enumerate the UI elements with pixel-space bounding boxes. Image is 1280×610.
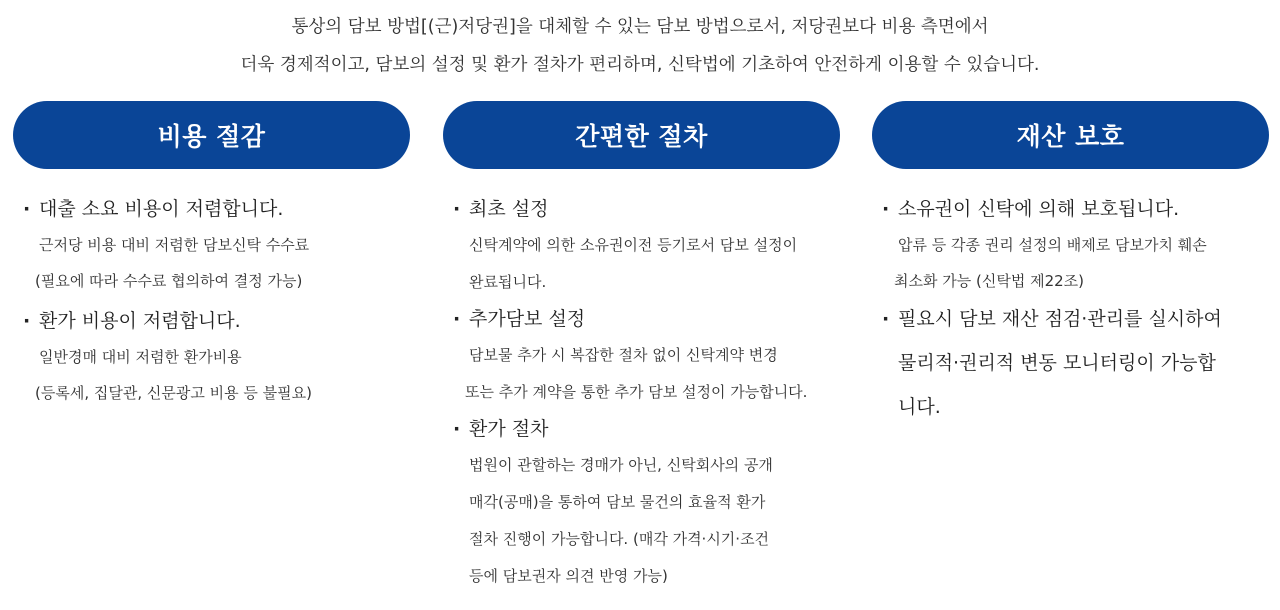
benefit-item-desc: 최소화 가능 (신탁법 제22조) xyxy=(894,272,1084,290)
benefit-item-title-text: 추가담보 설정 xyxy=(469,308,586,330)
benefit-list xyxy=(443,191,840,595)
benefit-item-desc: (등록세, 집달관, 신문광고 비용 등 불필요) xyxy=(35,384,312,402)
benefit-item-title-text: 최초 설정 xyxy=(469,198,549,220)
benefit-column-cost xyxy=(13,101,410,411)
benefit-item-desc: 압류 등 각종 권리 설정의 배제로 담보가치 훼손 xyxy=(898,236,1207,254)
bullet-icon: · xyxy=(453,308,461,330)
benefit-item-desc: 근저당 비용 대비 저렴한 담보신탁 수수료 xyxy=(39,236,310,254)
benefit-item-title-text: 환가 절차 xyxy=(469,418,549,440)
benefit-item-desc: (필요에 따라 수수료 협의하여 결정 가능) xyxy=(35,272,303,290)
benefit-item-title xyxy=(882,191,1269,227)
benefit-list xyxy=(872,191,1269,429)
benefit-item-title-continued: 니다. xyxy=(898,396,941,418)
intro-text xyxy=(0,8,1280,84)
benefit-item-desc: 또는 추가 계약을 통한 추가 담보 설정이 가능합니다. xyxy=(465,383,808,401)
benefit-item-title xyxy=(882,297,1269,341)
column-header-procedure: 간편한 절차 xyxy=(443,101,840,169)
benefit-item-title-text: 환가 비용이 저렴합니다. xyxy=(39,310,241,332)
benefit-item-desc: 신탁계약에 의한 소유권이전 등기로서 담보 설정이 xyxy=(469,236,798,254)
benefit-item-desc: 담보물 추가 시 복잡한 절차 없이 신탁계약 변경 xyxy=(469,346,778,364)
benefit-column-procedure xyxy=(443,101,840,595)
bullet-icon: · xyxy=(453,198,461,220)
benefit-item-title xyxy=(453,191,840,227)
benefit-item-desc: 완료됩니다. xyxy=(469,273,547,291)
benefit-item-title xyxy=(453,301,840,337)
benefit-item-desc: 등에 담보권자 의견 반영 가능) xyxy=(469,567,668,585)
benefit-item-title xyxy=(23,303,410,339)
benefit-item-title-text: 소유권이 신탁에 의해 보호됩니다. xyxy=(898,198,1180,220)
benefit-item-desc: 법원이 관할하는 경매가 아닌, 신탁회사의 공개 xyxy=(469,456,773,474)
column-header-protection: 재산 보호 xyxy=(872,101,1269,169)
benefit-item-title-continued: 물리적·권리적 변동 모니터링이 가능합 xyxy=(898,352,1216,374)
intro-line-1: 통상의 담보 방법[(근)저당권]을 대체할 수 있는 담보 방법으로서, 저당권보다 비용 측면에서 xyxy=(291,17,989,37)
benefit-list xyxy=(13,191,410,411)
benefit-item-title-text: 필요시 담보 재산 점검·관리를 실시하여 xyxy=(898,308,1222,330)
bullet-icon: · xyxy=(882,308,890,330)
benefit-item-title xyxy=(23,191,410,227)
bullet-icon: · xyxy=(23,310,31,332)
benefit-column-protection xyxy=(872,101,1269,429)
benefit-item-desc: 일반경매 대비 저렴한 환가비용 xyxy=(39,348,242,366)
bullet-icon: · xyxy=(453,418,461,440)
benefit-item-title xyxy=(453,411,840,447)
benefit-item-desc: 매각(공매)을 통하여 담보 물건의 효율적 환가 xyxy=(469,493,766,511)
bullet-icon: · xyxy=(882,198,890,220)
benefit-item-desc: 절차 진행이 가능합니다. (매각 가격·시기·조건 xyxy=(469,530,770,548)
column-header-cost: 비용 절감 xyxy=(13,101,410,169)
intro-line-2: 더욱 경제적이고, 담보의 설정 및 환가 절차가 편리하며, 신탁법에 기초하여 안전하게 이용할 수 있습니다. xyxy=(240,55,1040,75)
benefit-item-title-text: 대출 소요 비용이 저렴합니다. xyxy=(39,198,284,220)
bullet-icon: · xyxy=(23,198,31,220)
